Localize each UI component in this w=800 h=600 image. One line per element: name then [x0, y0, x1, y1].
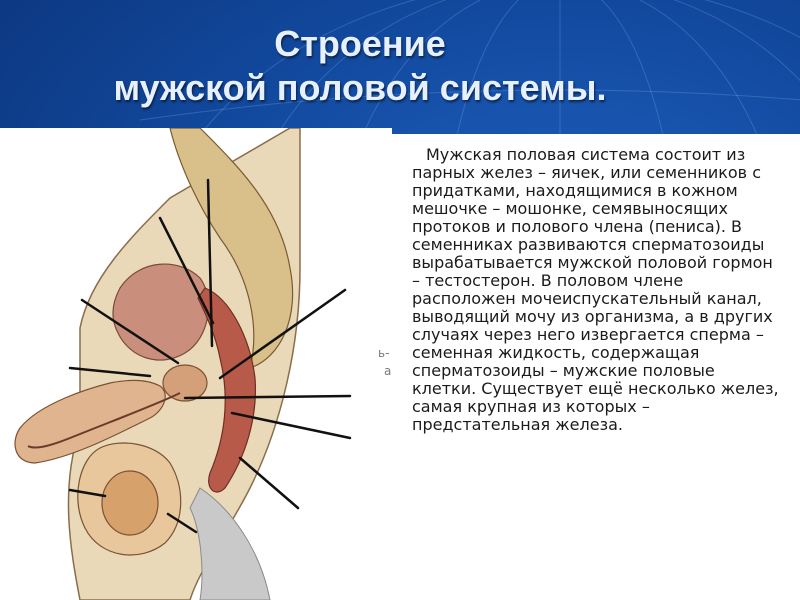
stray-label-fragment-1: ь-: [378, 346, 390, 360]
title-line-1: Строение: [274, 23, 446, 64]
illustration-panel: [0, 128, 392, 600]
body-paragraph: Мужская половая система состоит из парных желез – яичек, или семенников с придатками, находящимися в кожном мешочке – мошонке, семявыносящих протоков и полового члена (пениса). В семенниках развиваются сперматозоиды вырабатывается мужской половой гормон – тестостерон. В половом члене расположен мочеиспускательный канал, выводящий мочу из организма, а в других случаях через него извергается сперма – семенная жидкость, содержащая сперматозоиды – мужские половые клетки. Существует ещё несколько желез, самая крупная из которых – предстательная железа.: [412, 145, 779, 434]
slide-title: [0, 22, 720, 110]
stray-label-fragment-2: а: [384, 364, 392, 378]
body-text: [412, 146, 782, 434]
anatomical-section-illustration: [0, 128, 392, 600]
title-line-2: мужской половой системы.: [113, 67, 607, 108]
